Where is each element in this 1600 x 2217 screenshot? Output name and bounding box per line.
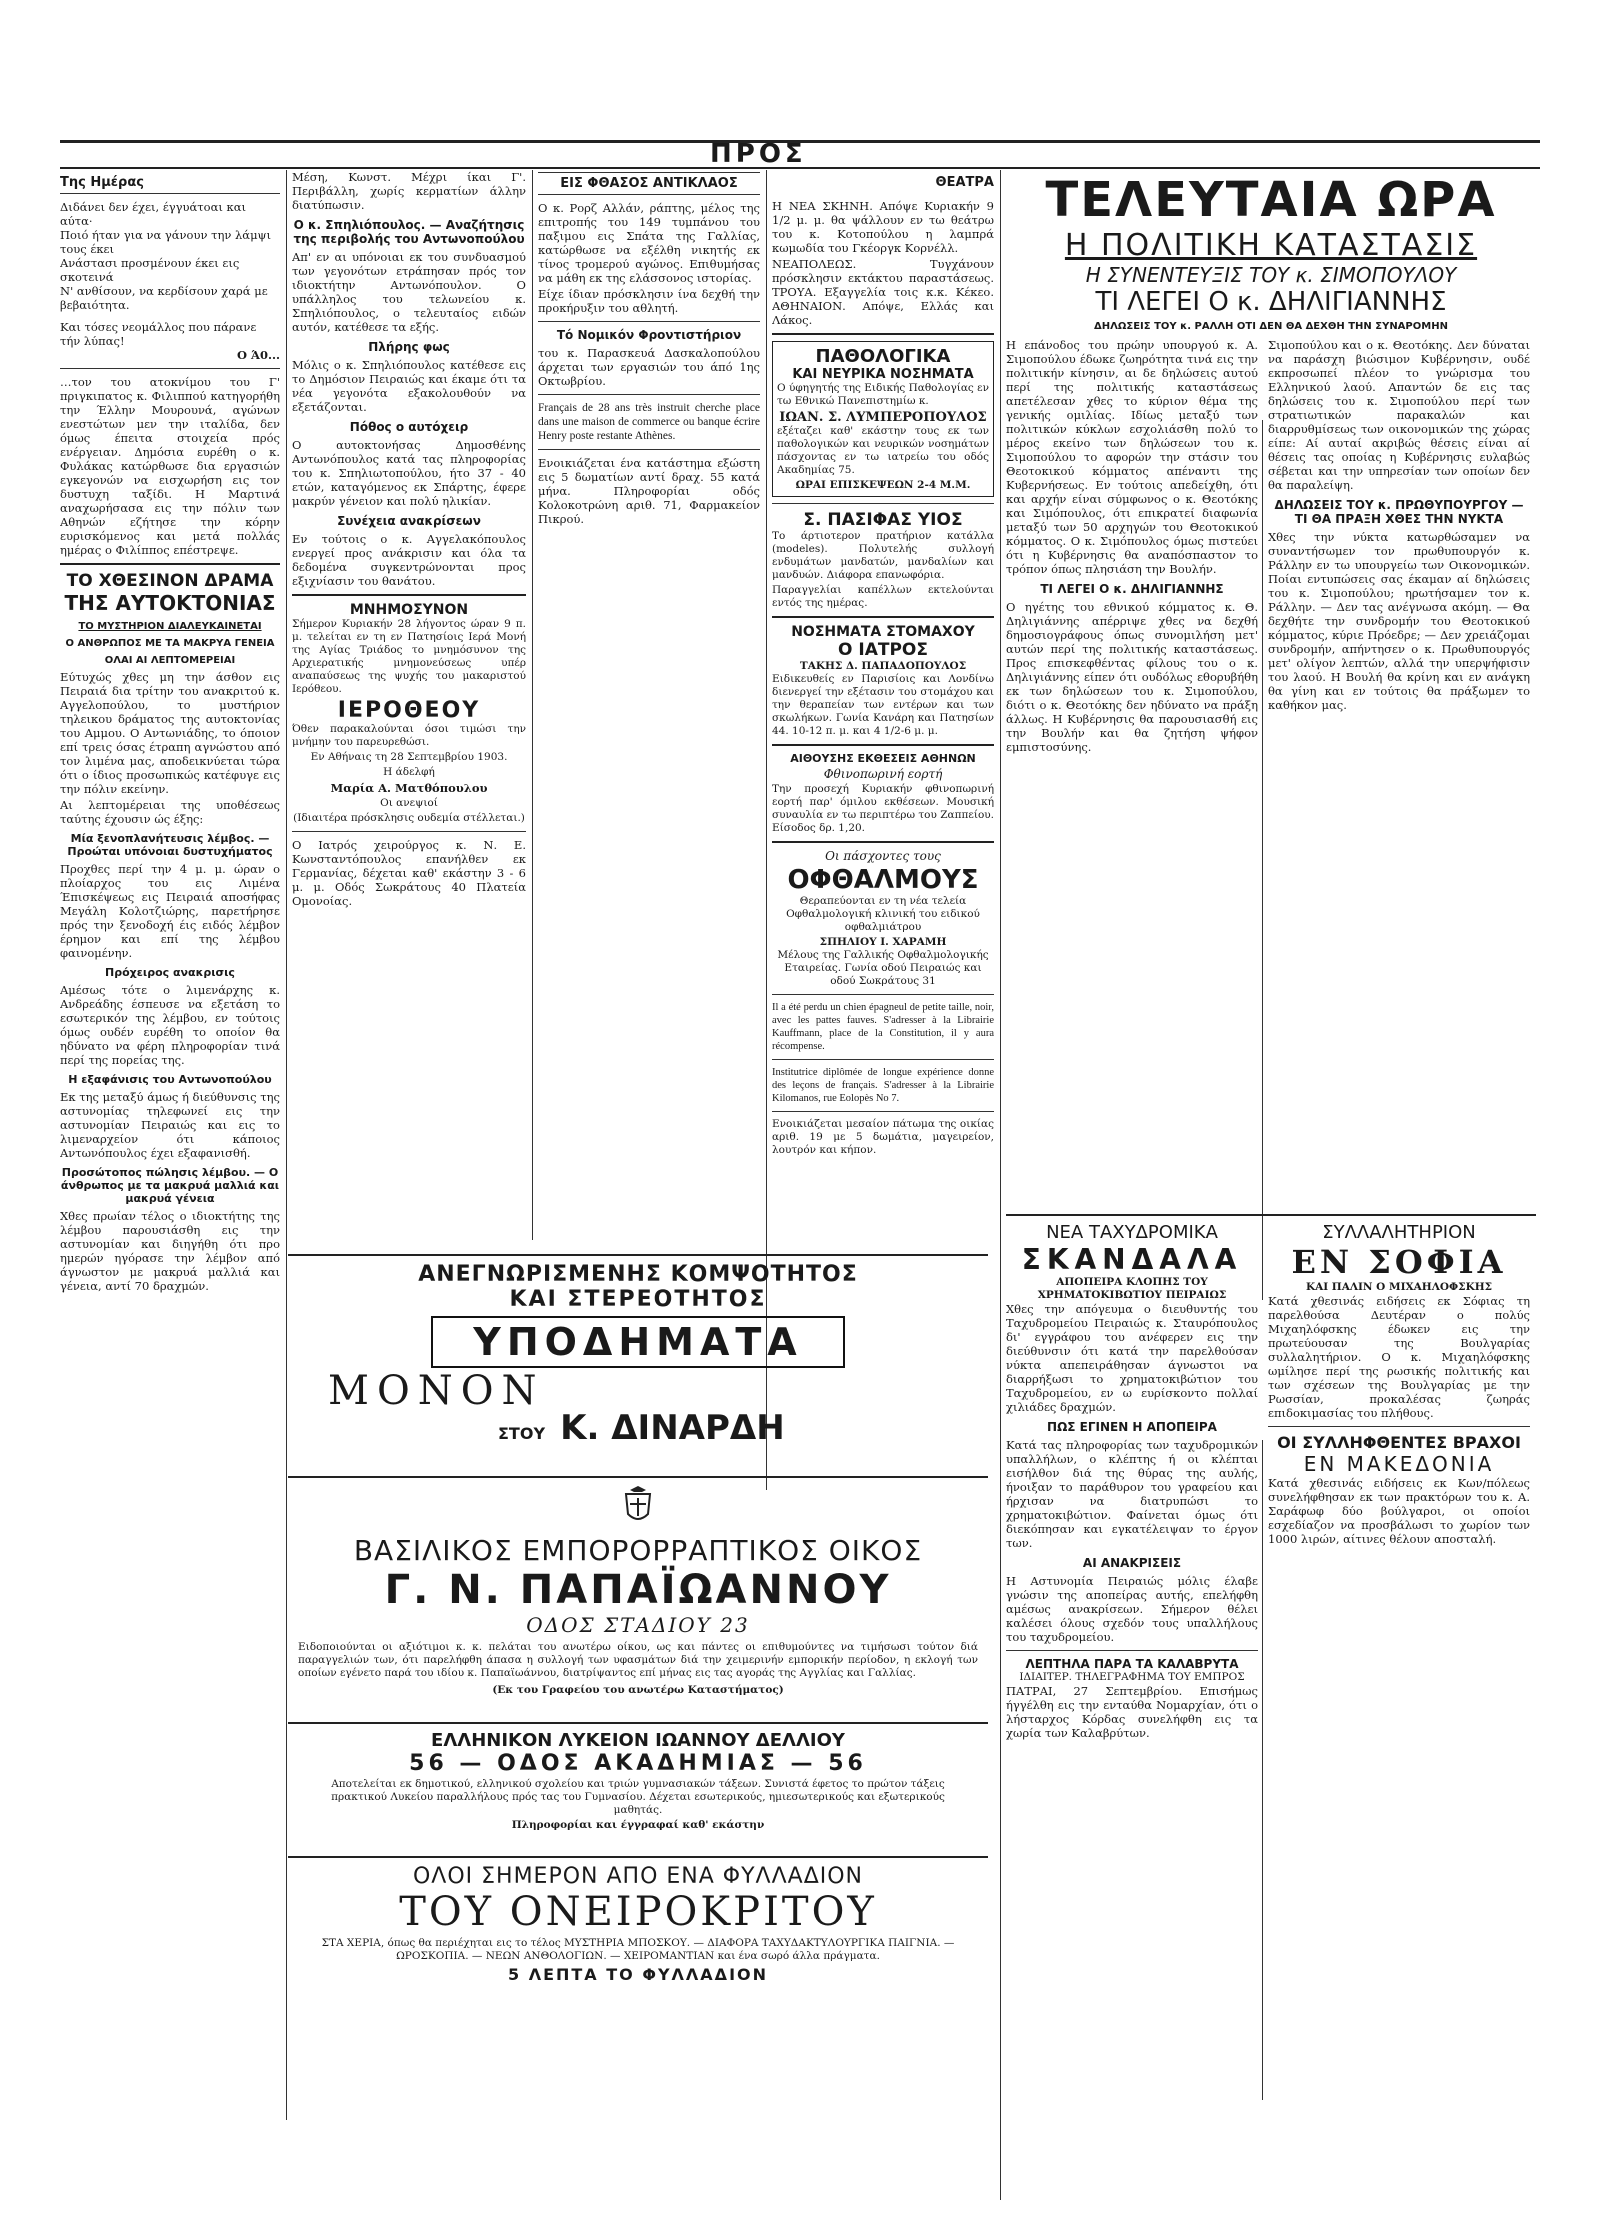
- divider: [538, 321, 760, 322]
- column-rule: [286, 170, 287, 2120]
- french-notice: Français de 28 ans très instruit cherche place dans une maison de commerce ou banque écrire Henry poste restante Athènes.: [538, 402, 760, 442]
- right-block: [1006, 172, 1536, 2122]
- subheadline: Πόθος ο αυτόχειρ: [349, 420, 469, 434]
- article-body: Η επάνοδος του πρώην υπουργού κ. Α. Σιμοπούλου έδωκε ζωηρότητα τινά εις την πολιτικήν κίνησιν, αι δε δηλώσεις αυτού περί της πολιτικής καταστάσεως απετέλεσαν χθες το κύριον θέμα της γενικής ομιλίας. Ιδίως μεταξύ των πολιτικών κύκλων εσχολιάσθη πολύ το μέρος εκείνο των δηλώσεων του κ. Σιμοπούλου το αφορών την στάσιν του Θεοτοκικού κόμματος απέναντι της Κυβερνήσεως. Εν τούτοις απεδείχθη, ότι και αρχήν είναι σύμφωνος ο κ. Θεοτόκης και Σιμόπουλος, ότι επικρατεί διαφωνία μεταξύ των 50 αρχηγών του Θεοτοκικού κόμματος. Ο κ. Σιμόπουλος όμως πιστεύει ότι η Κυβέρνησις θα αναπόσπαστον το τρόπον όπως πλησιάση την Βουλήν.: [1006, 338, 1258, 576]
- pathology-subtitle: ΚΑΙ ΝΕΥΡΙΚΑ ΝΟΣΗΜΑΤΑ: [792, 367, 974, 382]
- memorial-signature: Μαρία Α. Ματθόπουλου: [330, 781, 488, 795]
- article-body: Είχε ίδιαν πρόσκλησιν ίνα δεχθή την προκήρυξιν του αθλητή.: [538, 287, 760, 315]
- shoe-ad-title: ΑΝΕΓΝΩΡΙΣΜΕΝΗΣ ΚΟΜΨΟΤΗΤΟΣ: [418, 1262, 858, 1287]
- poem-line: Διδάνει δεν έχει, έγγυάτοαι και αύτα·: [60, 200, 246, 228]
- article-body: Μέση, Κωνστ. Μέχρι ίκαι Γ'. Περιβάλλη, χωρίς κερματίων άλλην διατύπωσιν.: [292, 170, 526, 212]
- rent-notice: Ενοικιάζεται μεσαίον πάτωμα της οικίας αριθ. 19 με 5 δωμάτια, μαγειρείον, λουτρόν και κήπον.: [772, 1118, 994, 1156]
- subheadline: Πρόχειρος ανακρισις: [105, 966, 235, 979]
- subheadline: Μία ξενοπλανήτευσις λέμβος. — Προώται υπόνοιαι δυστυχήματος: [67, 832, 273, 858]
- article-body: Κατά χθεσινάς ειδήσεις εκ Σόφιας τη παρελθούσα Δευτέραν ο πολύς Μιχαηλόφσκης έδωκεν εις την πρωτεύουσαν της Βουλγαρίας συλλαλητήριον. Ο κ. Μιχαηλόφσκης ωμίλησε περί της ρωσικής πολιτικής και των σχέσεων της Βουλγαρίας με την Ρωσσίαν, προκαλέσας ζωηράς επιδοκιμασίας του πλήθους.: [1268, 1294, 1530, 1420]
- divider: [292, 831, 526, 832]
- politics-headline: Η ΠΟΛΙΤΙΚΗ ΚΑΤΑΣΤΑΣΙΣ: [1064, 228, 1478, 263]
- memorial-signature: Η άδελφή: [383, 766, 435, 778]
- poem-line: Ποιό ήταν για να γάνουν την λάμψι τους έκει: [60, 228, 272, 256]
- tailor-house-line: ΒΑΣΙΛΙΚΟΣ ΕΜΠΟΡΟΡΡΑΠΤΙΚΟΣ ΟΙΚΟΣ: [353, 1534, 923, 1567]
- poem-line: Και τόσες νεομάλλος που πάρανε τήν λύπας!: [60, 320, 257, 348]
- pathology-title: ΠΑΘΟΛΟΓΙΚΑ: [815, 346, 951, 367]
- tailor-house-name: Γ. Ν. ΠΑΠΑΪΩΑΝΝΟΥ: [384, 1567, 892, 1613]
- divider: [772, 841, 994, 843]
- article-body: …τον του ατοκνίμου του Γ' πριγκιπατος κ. Φιλιππού κατηγορήθη την Έλλην Μουρουνά, αγώνων ενεστώτων μεν την ιταλίδα, δεν όμως έπειτα στοιχεία πρός ενέργειαν. Δημόσια ευρέθη ο κ. Φυλάκας κατώρθωσε δια εργασιών εγκεγονών να εισχωρήση εις τον δυστυχη ταξίδι. Η Μαρτινά αναχωρήσασα εις την πόλιν των Αθηνών εζήτησε την κόρην ευρισκόμενος και μετά πολλάς ημέρας ο Φιλίππος επέστρεψε.: [60, 375, 280, 557]
- article-body: Αι λεπτομέρειαι της υποθέσεως ταύτης έχουσιν ώς έξης:: [60, 798, 280, 826]
- article-body: Μόλις ο κ. Σπηλιόπουλος κατέθεσε εις το Δημόσιον Πειραιώς και έκαμε ότι τα νέα γεγονότα εξακολουθούν να εξετάζονται.: [292, 358, 526, 414]
- post-subtitle: ΑΠΟΠΕΙΡΑ ΚΛΟΠΗΣ ΤΟΥ ΧΡΗΜΑΤΟΚΙΒΩΤΙΟΥ ΠΕΙΡΑΙΩΣ: [1037, 1276, 1227, 1301]
- dreambook-line: ΟΛΟΙ ΣΗΜΕΡΟΝ ΑΠΟ ΕΝΑ ΦΥΛΛΑΔΙΟΝ: [412, 1864, 864, 1889]
- tailor-title: Σ. ΠΑΣΙΦΑΣ ΥΙΟΣ: [803, 510, 963, 530]
- divider: [538, 394, 760, 395]
- sofia-subtitle: ΚΑΙ ΠΑΛΙΝ Ο ΜΙΧΑΗΛΟΦΣΚΗΣ: [1305, 1281, 1493, 1293]
- royal-crest-icon: [288, 1484, 988, 1530]
- article-body: Χθες την απόγευμα ο διευθυντής του Ταχυδρομείου Πειραιώς κ. Σταυρόπουλος δι' εγγράφου του ανέφερεν εις την διεύθυνσιν ότι κατά την παρελθούσαν νύκτα απεπειράθησαν άγνωστοι να διαρρήξωσι το χρηματοκιβώτιον του Ταχυδρομείου, εν ω ευρίσκοντο πολλαί χιλιάδες δραχμών.: [1006, 1302, 1258, 1414]
- divider: [288, 1856, 988, 1858]
- pathology-body: Ο ύφηγητής της Ειδικής Παθολογίας εν τω Εθνικώ Πανεπιστημίω κ.: [777, 382, 989, 407]
- french-notice: Institutrice diplômée de longue expérience donne des leçons de français. S'adresser à la Librairie Kilomanos, rue Eolopès No 7.: [772, 1067, 994, 1104]
- article-body: Σιμοπούλου και ο κ. Θεοτόκης. Δεν δύναται να παράσχη βιώσιμον Κυβέρνησιν, ουδέ εκπροσωπεί πλέον το γνώρισμα του Ελληνικού λαού. Απαντών δε εις τας δηλώσεις του κ. Σιμοπούλου περί των στρατιωτικών παρακαλών και διαρρυθμίσεως των οικονομικών της χώρας είπε: Αί αυταί ακριβώς θέσεις είναι αί θέσεις τας οποίας η Κυβέρνησις ευλαβώς σέβεται και την υπηρεσίαν των οποίων δεν θα παραλείψη.: [1268, 338, 1530, 492]
- subheadline: ΠΩΣ ΕΓΙΝΕΝ Η ΑΠΟΠΕΙΡΑ: [1047, 1420, 1217, 1434]
- eye-title: ΟΦΘΑΛΜΟΥΣ: [787, 865, 979, 895]
- divider: [288, 1722, 988, 1724]
- subheadline: Η εξαφάνισις του Αντωνοπούλου: [68, 1073, 272, 1086]
- headline: ΤΟ ΧΘΕΣΙΝΟΝ ΔΡΑΜΑ: [66, 571, 274, 591]
- subheadline: ΟΛΑΙ ΑΙ ΛΕΠΤΟΜΕΡΕΙΑΙ: [104, 655, 236, 666]
- last-hour-title: ΤΕΛΕΥΤΑΙΑ ΩΡΑ: [1045, 172, 1497, 228]
- article-body: Αμέσως τότε ο λιμενάρχης κ. Ανδρεάδης έσπευσε να εξετάση το εσωτερικόν της λέμβου, εν τούτοις όμως ουδέν ευρέθη το οποίον θα ηδύνατο να φέρη πληροφορίαν τινά περί της πορείας της.: [60, 983, 280, 1067]
- post-big: ΣΚΑΝΔΑΛΑ: [1021, 1243, 1243, 1276]
- article-body: Εν τούτοις ο κ. Αγγελακόπουλος ενεργεί προς ανάκρισιν και όλα τα δεδομένα συγκεντρώνονται προς εξιχνίασιν του θανάτου.: [292, 532, 526, 588]
- exhibit-body: Την προσεχή Κυριακήν φθινοπωρινή εορτή παρ' όμιλου εκθέσεων. Μουσική συναυλία εν τω περιπτέρω του Ζαππείου. Είσοδος δρ. 1,20.: [772, 783, 994, 834]
- article-body: Χθες πρωίαν τέλος ο ιδιοκτήτης της λέμβου παρουσιάσθη εις την αστυνομίαν και διηγήθη ότι προ ημερών ηγόρασε την λέμβον από άγνωστον με μακρυά μαλλιά και γένεια, αντί 70 δραχμών.: [60, 1209, 280, 1293]
- shoe-ad: [288, 1248, 988, 1448]
- sofia-title: ΣΥΛΛΑΛΗΤΗΡΙΟΝ: [1322, 1222, 1476, 1243]
- tailor-note: Παραγγελίαι καπέλλων εκτελούνται εντός της ημέρας.: [772, 584, 994, 609]
- politics-left-column: [1006, 338, 1258, 756]
- memorial-signature: Οι ανεψιοί: [380, 797, 438, 809]
- divider: [1006, 1650, 1258, 1651]
- article-body: Ο αυτοκτονήσας Δημοσθένης Αντωνόπουλος κατά τας πληροφορίας του κ. Σπηλιωτοπούλου, ήτο 37 - 40 ετών, καταγόμενος εκ Σπάρτης, έφερε μακρύν γένειον και πολύ ηλικίαν.: [292, 438, 526, 508]
- article-body: Προχθες περί την 4 μ. μ. ώραν ο πλοίαρχος του εις Λιμένα Έπισκέψεως εις Πειραιά αποσήφας Μεγάλη Κολοτζιώρης, παρετήρησε πρός την ξενοδοχή έις ειδός λέμβον έρημον και επί της λέμβου φαινομένην.: [60, 862, 280, 960]
- article-body: Κατά τας πληροφορίας των ταχυδρομικών υπαλλήλων, ο κλέπτης ή οι κλέπται εισήλθον διά της θύρας της αυλής, ήνοιξαν το παράθυρον του γραφείου και ήρχισαν να διατρυπώσι το χρηματοκιβώτιον. Φαίνεται όμως ότι διεκόπησαν και εγκατέλειψαν το έργον των.: [1006, 1438, 1258, 1550]
- politics-subheadline: ΔΗΛΩΣΕΙΣ ΤΟΥ κ. ΡΑΛΛΗ ΟΤΙ ΔΕΝ ΘΑ ΔΕΧΘΗ ΤΗΝ ΣΥΝΑΡΟΜΗΝ: [1094, 321, 1448, 332]
- article-body: Η Αστυνομία Πειραιώς μόλις έλαβε γνώσιν της αποπείρας αυτής, επελήφθη αμέσως ανακρίσεων. Σήμερον θέλει καλέσει όλους σχεδόν τους υπαλλήλους του ταχυδρομείου.: [1006, 1574, 1258, 1644]
- masthead-title: ΠΡΟΣ: [710, 139, 807, 169]
- shoe-ad-only: ΜΟΝΟΝ: [328, 1368, 545, 1414]
- divider: [772, 333, 994, 335]
- subheadline: Τό Νομικόν Φροντιστήριον: [556, 328, 742, 342]
- pathology-hours: ΩΡΑΙ ΕΠΙΣΚΕΨΕΩΝ 2-4 Μ.Μ.: [795, 479, 971, 491]
- pathology-ad: [772, 341, 994, 497]
- headline: ΤΗΣ ΑΥΤΟΚΤΟΝΙΑΣ: [64, 591, 276, 615]
- dreambook-ad: [288, 1850, 988, 2000]
- sofia-big: ΕΝ ΣΟΦΙΑ: [1291, 1243, 1507, 1281]
- macedonia-subtitle: ΕΝ ΜΑΚΕΔΟΝΙΑ: [1303, 1452, 1495, 1476]
- eye-doctor: ΣΠΗΛΙΟΥ Ι. ΧΑΡΑΜΗ: [819, 936, 947, 948]
- poem: [60, 200, 280, 362]
- memorial-name: ΙΕΡΟΘΕΟΥ: [337, 698, 481, 723]
- lyceum-address: 56 — ΟΔΟΣ ΑΚΑΔΗΜΙΑΣ — 56: [409, 1751, 867, 1776]
- divider: [1006, 1214, 1536, 1216]
- tailor-house-source: (Εκ του Γραφείου του ανωτέρω Καταστήματος): [492, 1684, 784, 1696]
- kalavryta-title: ΛΕΠΤΗΛΑ ΠΑΡΑ ΤΑ ΚΑΛΑΒΡΥΤΑ: [1025, 1657, 1239, 1671]
- article-body: Ο ηγέτης του εθνικού κόμματος κ. Θ. Δηλιγιάννης απέρριψε χθες να δεχθή δημοσιογράφους όπως συνομιλήση μετ' αυτών περί της πολιτικής καταστάσεως. Προς επισκεφθέντας φίλους του ο κ. Δηλιγιάννης είπεν ότι ουδόλως εθορυβήθη εκ των δηλώσεων του κ. Σιμοπούλου, διότι ο κ. Θεοτόκης δεν ηδύνατο να πράξη άλλως. Η Κυβέρνησις θα παρουσιασθή εις την Βουλήν και θα ζητήση ψήφον εμπιστοσύνης.: [1006, 600, 1258, 754]
- article-body: ΠΑΤΡΑΙ, 27 Σεπτεμβρίου. Επισήμως ήγγέλθη εις την ενταύθα Νομαρχίαν, ότι ο λήσταρχος Κόρδας συνελήφθη εις τα χωρία των Καλαβρύτων.: [1006, 1684, 1258, 1740]
- article-headline: ΕΙΣ ΦΘΑΣΟΣ ΑΝΤΙΚΛΑΟΣ: [538, 172, 760, 195]
- tailor-house-address: ΟΔΟΣ ΣΤΑΔΙΟΥ 23: [526, 1613, 750, 1637]
- dreambook-price: 5 ΛΕΠΤΑ ΤΟ ΦΥΛΛΑΔΙΟΝ: [507, 1965, 769, 1984]
- subheadline: ΤΙ ΛΕΓΕΙ Ο κ. ΔΗΛΙΓΙΑΝΝΗΣ: [1040, 582, 1224, 596]
- column-1: [60, 170, 280, 2130]
- divider: [772, 616, 994, 618]
- subheadline: ΑΙ ΑΝΑΚΡΙΣΕΙΣ: [1082, 1556, 1182, 1570]
- divider: [288, 1254, 988, 1256]
- pathology-doctor: ΙΩΑΝ. Σ. ΛΥΜΠΕΡΟΠΟΥΛΟΣ: [779, 410, 987, 425]
- rent-notice: Ενοικιάζεται ένα κατάστημα εξώστη εις 5 δωματίων αντί δραχ. 55 κατά μήνα. Πληροφορίαι οδός Κολοκοτρώνη αριθ. 71, Φαρμακείον Πικρού.: [538, 456, 760, 526]
- politics-subheadline: Η ΣΥΝΕΝΤΕΥΞΙΣ ΤΟΥ κ. ΣΙΜΟΠΟΥΛΟΥ: [1085, 263, 1457, 287]
- divider: [292, 594, 526, 596]
- column-4: [772, 170, 994, 2130]
- eye-body: Θεραπεύονται εν τη νέα τελεία Οφθαλμολογική κλινική του ειδικού οφθαλμιάτρου: [786, 895, 980, 933]
- article-body: Κατά χθεσινάς ειδήσεις εκ Κων/πόλεως συνελήφθησαν εκ των πρακτόρων του κ. Α. Σαράφωφ δύο βούλγαροι, οι οποίοι εσχεδίαζον να προσβάλωσι το χωρίον των 1000 λιρών, αίτινες θέλουν αποσταλή.: [1268, 1476, 1530, 1546]
- exhibit-subtitle: Φθινοπωρινή εορτή: [823, 767, 943, 781]
- exhibit-title: ΑΙΘΟΥΣΗΣ ΕΚΘΕΣΕΙΣ ΑΘΗΝΩΝ: [790, 752, 976, 765]
- shoe-ad-big: ΥΠΟΔΗΜΑΤΑ: [431, 1316, 844, 1368]
- column-rule: [1000, 170, 1001, 2200]
- politics-subheadline: ΤΙ ΛΕΓΕΙ Ο κ. ΔΗΛΙΓΙΑΝΝΗΣ: [1095, 287, 1447, 317]
- dreambook-title: ΤΟΥ ΟΝΕΙΡΟΚΡΙΤΟΥ: [399, 1889, 877, 1935]
- french-notice: Il a été perdu un chien épagneul de petite taille, noir, avec les pattes fauves. S'adresser à la Librairie Kauffmann, place de la Constitution, il y aura récompense.: [772, 1002, 994, 1052]
- divider: [772, 994, 994, 995]
- post-article: [1006, 1222, 1258, 1742]
- memorial-note: (Ιδιαιτέρα πρόσκλησις ουδεμία στέλλεται.): [293, 812, 525, 824]
- shoe-ad-title: ΚΑΙ ΣΤΕΡΕΟΤΗΤΟΣ: [509, 1287, 767, 1312]
- macedonia-title: ΟΙ ΣΥΛΛΗΦΘΕΝΤΕΣ ΒΡΑΧΟΙ: [1277, 1433, 1521, 1452]
- divider: [1268, 1426, 1530, 1427]
- divider: [288, 1476, 988, 1478]
- doctor-notice: Ο Ιατρός χειρούργος κ. Ν. Ε. Κωνσταντόπουλος επανήλθεν εκ Γερμανίας, δέχεται καθ' εκάστην 3 - 6 μ. μ. Οδός Σωκράτους 40 Πλατεία Ομονοίας.: [292, 838, 526, 908]
- divider: [772, 503, 994, 504]
- shoe-ad-at: ΣΤΟΥ: [498, 1424, 546, 1443]
- eye-pre: Οι πάσχοντες τους: [825, 849, 941, 863]
- lyceum-body: Αποτελείται εκ δημοτικού, ελληνικού σχολείου και τριών γυμνασιακών τάξεων. Συνιστά έφετος το πρώτον τάξεις πρακτικού Λυκείου παραλλήλους πρός τας του Γυμνασίου. Δέχεται εσωτερικούς, ημιεσωτερικούς και εξωτερικούς μαθητάς.: [331, 1778, 945, 1816]
- divider: [772, 1111, 994, 1112]
- stomach-title: ΝΟΣΗΜΑΤΑ ΣΤΟΜΑΧΟΥ: [791, 624, 975, 640]
- theater-body: ΝΕΑΠΟΛΕΩΣ. Τυγχάνουν πρόσκλησιν εκτάκτου παραστάσεως. ΤΡΟΥΑ. Εξαγγελία τοις κ.κ. Κέκεο. ΑΘΗΝΑΙΟΝ. Απόψε, Ελλάς και Λάκος.: [772, 257, 994, 327]
- pathology-body: εξέταζει καθ' εκάστην τους εκ των παθολογικών και νευρικών νοσημάτων πάσχοντας εν τω ιατρείω του οδός Ακαδημίας 75.: [777, 425, 989, 476]
- subheadline: Πλήρης φως: [368, 340, 450, 354]
- theater-head: ΘΕΑΤΡΑ: [935, 175, 994, 190]
- memorial-body: Σήμερον Κυριακήν 28 λήγοντος ώραν 9 π. μ. τελείται εν τη εν Πατησίοις Ιερά Μονή της Αγίας Τριάδος το μνημόσυνον της Αρχιερατικής μνημονεύσεως υπέρ αναπαύσεως της ψυχής του μακαριστού Ιερόθεου.: [292, 618, 526, 695]
- divider: [538, 449, 760, 450]
- subheadline: ΤΟ ΜΥΣΤΗΡΙΟΝ ΔΙΑΛΕΥΚΑΙΝΕΤΑΙ: [78, 621, 262, 632]
- eye-body: Μέλους της Γαλλικής Οφθαλμολογικής Εταιρείας. Γωνία οδού Πειραιώς και οδού Σωκράτους 31: [777, 949, 989, 987]
- kalavryta-subtitle: ΙΔΙΑΙΤΕΡ. ΤΗΛΕΓΡΑΦΗΜΑ ΤΟΥ ΕΜΠΡΟΣ: [1019, 1671, 1245, 1683]
- post-title: ΝΕΑ ΤΑΧΥΔΡΟΜΙΚΑ: [1046, 1222, 1218, 1243]
- subheadline: ΔΗΛΩΣΕΙΣ ΤΟΥ κ. ΠΡΩΘΥΠΟΥΡΓΟΥ — ΤΙ ΘΑ ΠΡΑΞΗ ΧΘΕΣ ΤΗΝ ΝΥΚΤΑ: [1274, 498, 1524, 526]
- stomach-body: Ειδικευθείς εν Παρισίοις και Λονδίνω διενεργεί την εξέτασιν του στομάχου και την θεραπείαν των εντέρων και των σκωλήκων. Γωνία Κανάρη και Πατησίων 44. 10-12 π. μ. και 4 1/2-6 μ. μ.: [772, 673, 994, 737]
- subheadline: Ο ΑΝΘΡΩΠΟΣ ΜΕ ΤΑ ΜΑΚΡΥΑ ΓΕΝΕΙΑ: [65, 638, 275, 649]
- politics-right-column: [1268, 338, 1530, 714]
- subheadline: Συνέχεια ανακρίσεων: [337, 514, 481, 528]
- subheadline: Ο κ. Σπηλιόπουλος. — Αναζήτησις της περιβολής του Αντωνοπούλου: [293, 218, 525, 246]
- tailor-house-body: Ειδοποιούνται οι αξιότιμοι κ. κ. πελάται του ανωτέρω οίκου, ως και πάντες οι επιθυμούντες να τιμήσωσι τούτον διά παραγγελιών των, ότι παρελήφθη άπασα η συλλογή των υφασμάτων διά την χειμερινήν εμπορικήν περίοδον, η εκλογή των οποίων εγένετο παρά του ιδίου κ. Παπαϊωάννου, διατρίψαντος επί μήνας εις τας αγοράς της Αγγλίας και Γαλλίας.: [298, 1641, 978, 1679]
- poem-line: Ανάστασι προσμένουν έκει εις σκοτεινά: [60, 256, 240, 284]
- article-body: Εκ της μεταξύ άμως ή διεύθυνσις της αστυνομίας τηλεφωνεί εις την αστυνομίαν Πειραιώς και εις το λιμεναρχείον ότι κάποιος Αντωνόπουλος έχει εξαφανισθή.: [60, 1090, 280, 1160]
- masthead: [60, 140, 1540, 169]
- divider: [60, 368, 280, 369]
- column-rule: [532, 170, 533, 1240]
- dreambook-body: ΣΤΑ ΧΕΡΙΑ, όπως θα περιέχηται εις το τέλος ΜΥΣΤΗΡΙΑ ΜΠΟΣΚΟΥ. — ΔΙΑΦΟΡΑ ΤΑΧΥΔΑΚΤΥΛΟΥΡΓΙΚΑ ΠΑΙΓΝΙΑ. — ΩΡΟΣΚΟΠΙΑ. — ΝΕΩΝ ΑΝΘΟΛΟΓΙΩΝ. — ΧΕΙΡΟΜΑΝΤΙΑΝ και ένα σωρό άλλα πράγματα.: [321, 1937, 955, 1962]
- section-title: Της Ημέρας: [60, 172, 280, 194]
- memorial-date: Εν Αθήναις τη 28 Σεπτεμβρίου 1903.: [310, 751, 508, 763]
- tailor-body: Το άρτιοτερον πρατήριον κατάλλα (modeles). Πολυτελής συλλογή ενδυμάτων μανδατών, μανδαλίων και μανδυών. Διάφορα επανωφόρια.: [772, 530, 994, 581]
- divider: [772, 1059, 994, 1060]
- divider: [772, 744, 994, 746]
- shoe-ad-name: Κ. ΔΙΝΑΡΔΗ: [560, 1408, 785, 1448]
- column-3: [538, 170, 760, 1240]
- lyceum-ad: [288, 1716, 988, 1831]
- article-body: Ο κ. Ρορζ Αλλάν, ράπτης, μέλος της επιτροπής του 149 τυμπάνου του παξιμου εις Σπάτα της Γαλλίας, κατώρθωσε να εξέλθη νικητής εκ τίνος τρομερού αγώνος. Επιθυμήσας να μάθη εκ της ελάσσονος ιστορίας.: [538, 201, 760, 285]
- lyceum-info: Πληροφορίαι και έγγραφαί καθ' εκάστην: [511, 1819, 765, 1831]
- tailor-house-ad: [288, 1470, 988, 1700]
- lyceum-title: ΕΛΛΗΝΙΚΟΝ ΛΥΚΕΙΟΝ ΙΩΑΝΝΟΥ ΔΕΛΛΙΟΥ: [431, 1730, 845, 1751]
- theater-body: Η ΝΕΑ ΣΚΗΝΗ. Απόψε Κυριακήν 9 1/2 μ. μ. θα ψάλλουν εν τω θεάτρω του κ. Κοτοπούλου η λαμπρά κωμωδία του Γκέοργκ Κορνέλλ.: [772, 199, 994, 255]
- memorial-title: ΜΝΗΜΟΣΥΝΟΝ: [349, 602, 469, 618]
- article-body: του κ. Παρασκευά Δασκαλοπούλου άρχεται των εργασιών του άπό 1ης Οκτωβρίου.: [538, 346, 760, 388]
- column-2: [292, 170, 526, 1240]
- memorial-body: Όθεν παρακαλούνται όσοι τιμώσι την μνήμην του παρευρεθώσι.: [292, 723, 526, 748]
- stomach-doctor: ΤΑΚΗΣ Δ. ΠΑΠΑΔΟΠΟΥΛΟΣ: [799, 660, 967, 672]
- article-body: Χθες την νύκτα κατωρθώσαμεν να συναντήσωμεν τον πρωθυπουργόν κ. Ράλλην εν τω υπουργείω των Οικονομικών. Ποίαι εντυπώσεις σας έκαμαν αί δηλώσεις του κ. Σιμοπούλου; ηρωτήσαμεν τον κ. Ράλλην. — Δεν τας ανέγνωσα ακόμη. — Θα δεχθήτε την συνδρομήν του Θεοτοκικού κόμματος, κύριε Πρόεδρε; — Δεν χρειάζομαι συνδρομήν, απήντησεν ο κ. Πρωθυπουργός μετ' ολίγον λεπτών, αλλά την υπερψήφισιν του λαού. Η Βουλή θα κρίνη και εν ανάγκη θα γίνη και εν τούτοις θα πράξωμεν το καθήκον μας.: [1268, 530, 1530, 712]
- stomach-subtitle: Ο ΙΑΤΡΟΣ: [838, 640, 928, 660]
- poem-line: Ν' ανθίσουν, να κερδίσουν χαρά με βεβαιότητα.: [60, 284, 268, 312]
- divider: [60, 563, 280, 565]
- poem-signature: Ο Ά0...: [237, 348, 280, 362]
- sofia-article: [1268, 1222, 1530, 1548]
- subheadline: Προσώτοπος πώλησις λέμβου. — Ο άνθρωπος με τα μακρυά μαλλιά και μακρυά γένεια: [60, 1166, 280, 1205]
- article-body: Εύτυχώς χθες μη την άσθον εις Πειραιά δια τρίτην του ανακριτού κ. Αγγελοπούλου, το μυστήριον τηλεικου δράματος της αυτοκτονίας του Αμμου. Ο Αντωνιάδης, το όποιον επί τρεις όσας έτραπη αγνώστου από τον λιμένα μας, αποδεικνύεται τώρα ότι ο ίδιος προσωπικώς κατέφυγε εις την πόλιν εκείνην.: [60, 670, 280, 796]
- article-body: Απ' εν αι υπόνοιαι εκ του συνδυασμού των γεγονότων ετράπησαν πρός τον ιδιοκτήτην Αντωνόπουλον. Ο υπάλληλος του τελωνείου κ. Σπηλιόπουλος, ο τελευταίος ειδών αυτόν, κατέθεσε τα εξής.: [292, 250, 526, 334]
